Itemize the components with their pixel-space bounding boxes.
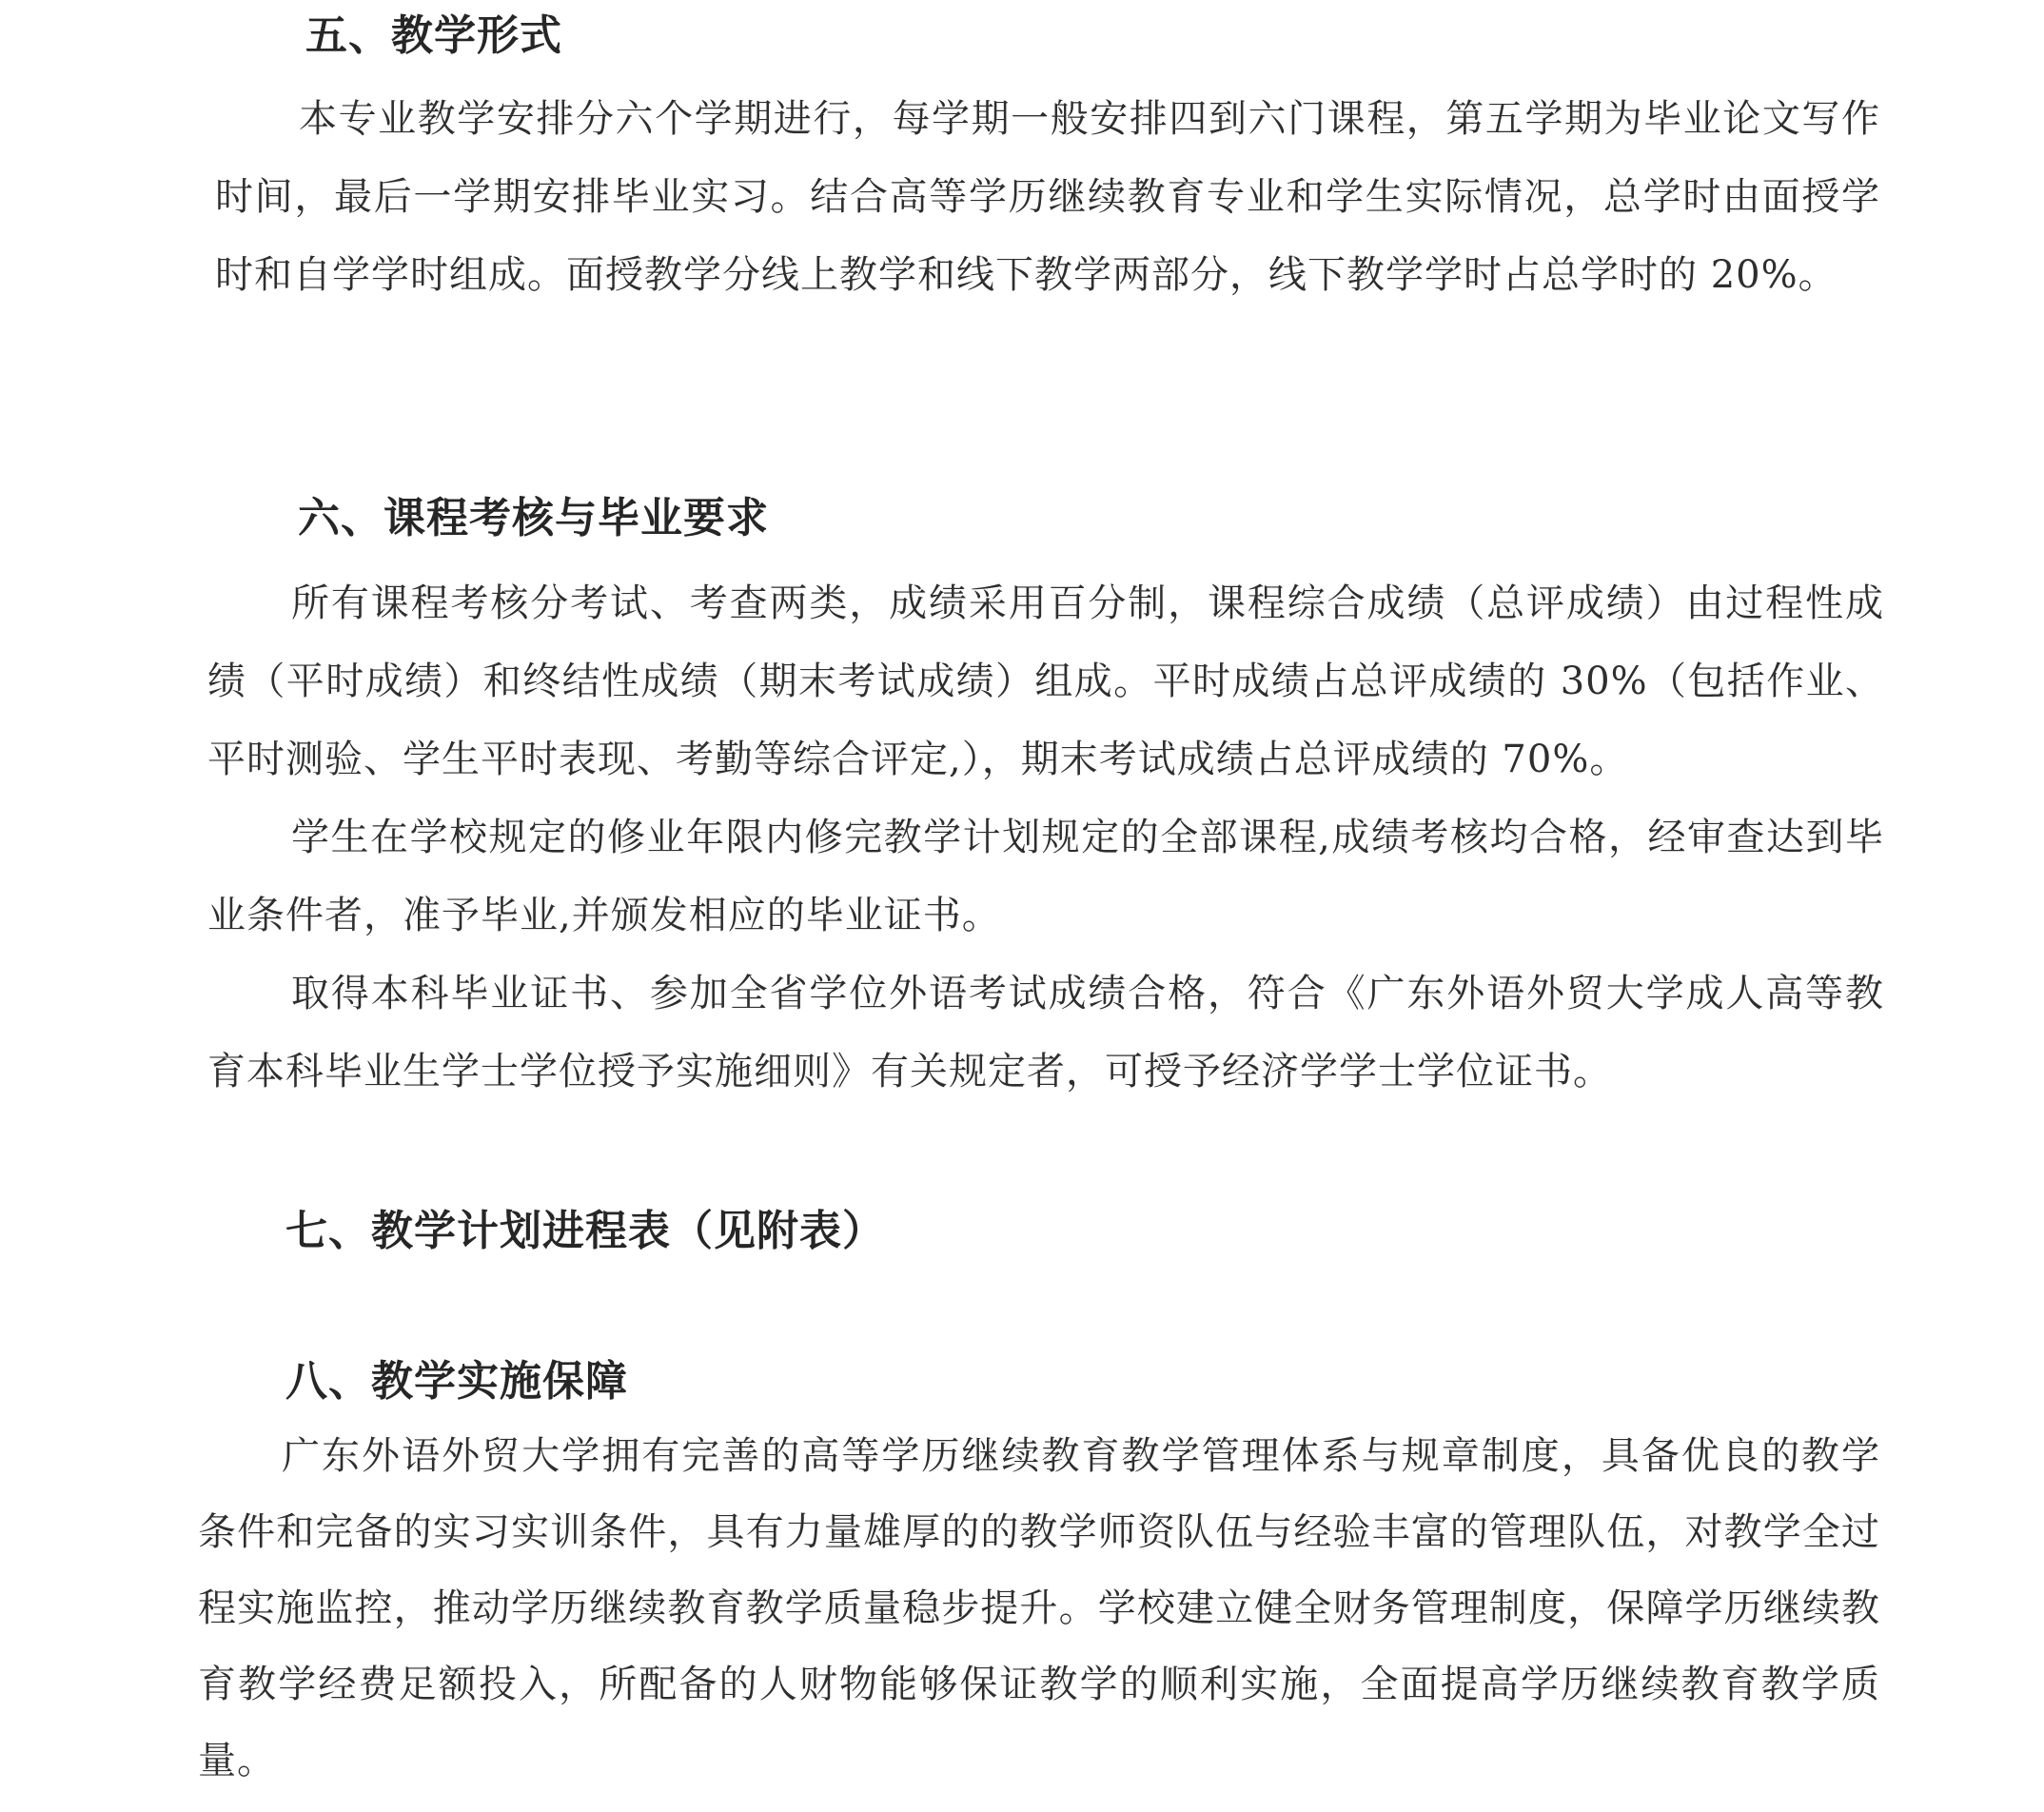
- section-body: [198, 1418, 1880, 1799]
- section-body: [207, 564, 1884, 1111]
- paragraph: 取得本科毕业证书、参加全省学位外语考试成绩合格，符合《广东外语外贸大学成人高等教育本科毕业生学士学位授予实施细则》有关规定者，可授予经济学学士学位证书。: [207, 972, 1884, 1093]
- section-heading-guarantee: 八、教学实施保障: [285, 1357, 628, 1406]
- section-heading: 六、课程考核与毕业要求: [298, 494, 769, 542]
- section-heading-schedule: 七、教学计划进程表（见附表）: [285, 1207, 885, 1255]
- section-heading: 五、教学形式: [305, 11, 562, 60]
- paragraph: 广东外语外贸大学拥有完善的高等学历继续教育教学管理体系与规章制度，具备优良的教学条件和完备的实习实训条件，具有力量雄厚的的教学师资队伍与经验丰富的管理队伍，对教学全过程实施监控，推动学历继续教育教学质量稳步提升。学校建立健全财务管理制度，保障学历继续教育教学经费足额投入，所配备的人财物能够保证教学的顺利实施，全面提高学历继续教育教学质量。: [198, 1434, 1880, 1782]
- paragraph: 学生在学校规定的修业年限内修完教学计划规定的全部课程,成绩考核均合格，经审查达到毕业条件者，准予毕业,并颁发相应的毕业证书。: [207, 816, 1884, 937]
- section-body: [215, 80, 1880, 314]
- paragraph: 所有课程考核分考试、考查两类，成绩采用百分制，课程综合成绩（总评成绩）由过程性成绩（平时成绩）和终结性成绩（期末考试成绩）组成。平时成绩占总评成绩的 30%（包括作业、平时测验、学生平时表现、考勤等综合评定,），期末考试成绩占总评成绩的 70%。: [207, 581, 1884, 781]
- paragraph: 本专业教学安排分六个学期进行，每学期一般安排四到六门课程，第五学期为毕业论文写作时间，最后一学期安排毕业实习。结合高等学历继续教育专业和学生实际情况，总学时由面授学时和自学学时组成。面授教学分线上教学和线下教学两部分，线下教学学时占总学时的 20%。: [215, 97, 1880, 297]
